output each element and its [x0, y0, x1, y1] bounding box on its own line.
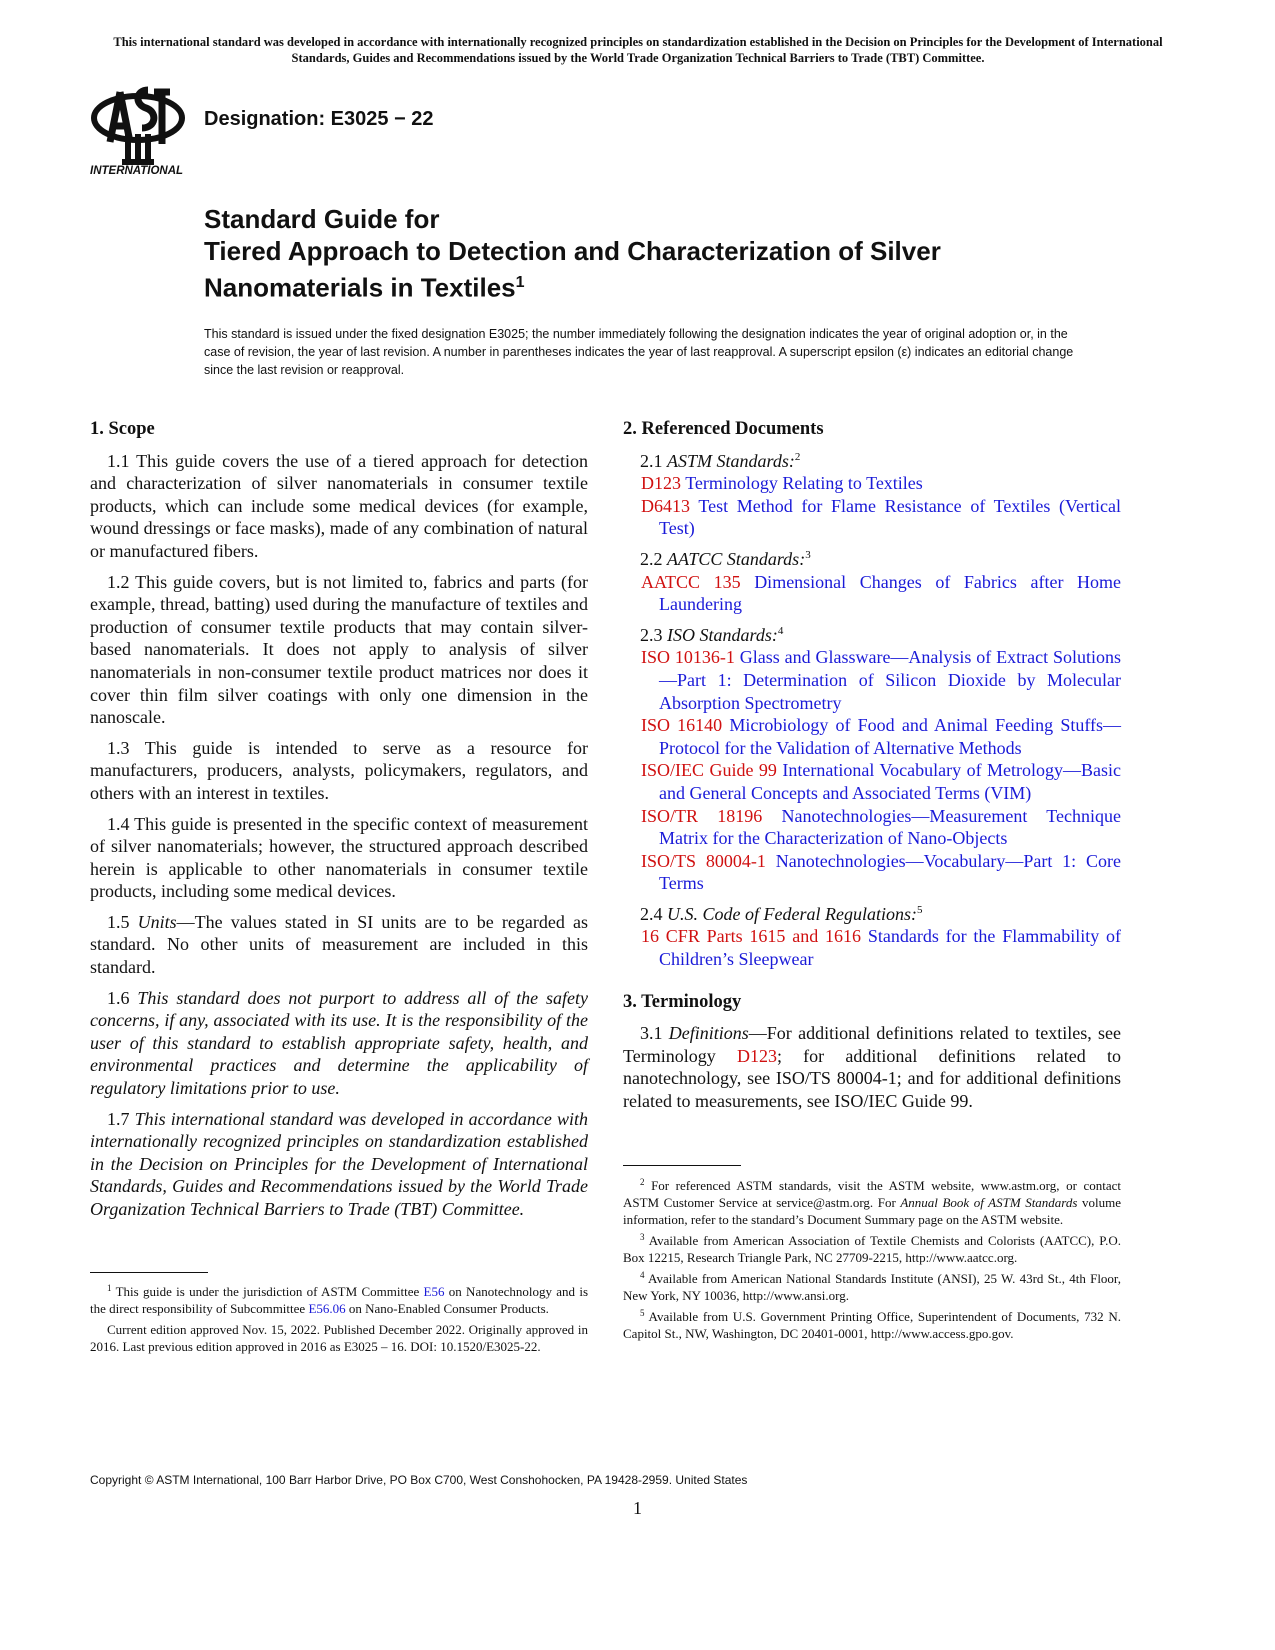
logo-text: INTERNATIONAL — [90, 165, 184, 176]
title-footnote-marker: 1 — [515, 274, 525, 291]
edition-note: Current edition approved Nov. 15, 2022. Published December 2022. Originally approved in 2016. Last previous edition approved in 2016 as E3025 – 16. DOI: 10.1520/E3025-22. — [90, 1322, 588, 1354]
referenced-documents-heading: 2. Referenced Documents — [623, 419, 824, 439]
ref-d6413[interactable]: D6413 Test Method for Flame Resistance of Textiles (Vertical Test) — [641, 495, 1121, 539]
left-column — [90, 418, 588, 1229]
e56-06-link[interactable]: E56.06 — [308, 1301, 346, 1316]
aatcc-standards-label: 2.2 AATCC Standards:$^3$ — [640, 548, 811, 569]
terminology-heading: 3. Terminology — [623, 991, 742, 1012]
scope-heading: 1. Scope — [90, 419, 155, 439]
right-column — [623, 418, 1121, 1121]
scope-1-5: 1.5 Units—The values stated in SI units are to be regarded as standard. No other units of measurement are included in this standard. — [90, 911, 589, 978]
iso-standards-label: 2.3 ISO Standards:$^4$ — [640, 624, 784, 645]
copyright-line: Copyright © ASTM International, 100 Barr Harbor Drive, PO Box C700, West Conshohocken, PA 19428-2959. United States — [90, 1473, 748, 1487]
page-number: 1 — [633, 1498, 642, 1518]
ref-iso-16140[interactable]: ISO 16140 Microbiology of Food and Animal Feeding Stuffs—Protocol for the Validation of Alternative Methods — [641, 715, 1121, 758]
title-line-2: Tiered Approach to Detection and Characterization of Silver — [204, 236, 941, 266]
scope-1-1: 1.1 This guide covers the use of a tiered approach for detection and characterization of silver nanomaterials in consumer textile products, which can include some medical devices (for example, wound dressings or face masks), made of any combination of natural or manufactured fibers. — [90, 450, 588, 561]
footnote-rule-right — [623, 1165, 741, 1166]
title-line-1: Standard Guide for — [204, 204, 440, 234]
footnote-rule-left — [90, 1272, 208, 1273]
ref-d123[interactable]: D123 Terminology Relating to Textiles — [641, 473, 923, 494]
ref-iso-iec-guide-99[interactable]: ISO/IEC Guide 99 International Vocabulary of Metrology—Basic and General Concepts and Associated Terms (VIM) — [641, 760, 1121, 803]
cfr-label: 2.4 U.S. Code of Federal Regulations:$^5$ — [640, 903, 923, 924]
scope-1-4: 1.4 This guide is presented in the specific context of measurement of silver nanomaterials; however, the structured approach described herein is applicable to other nanomaterials in consumer textile products, including some medical devices. — [90, 813, 588, 902]
scope-1-6: 1.6 This standard does not purport to address all of the safety concerns, if any, associated with its use. It is the responsibility of the user of this standard to establish appropriate safety, health, and environmental practices and determine the applicability of regulatory limitations prior to use. — [90, 987, 589, 1099]
tbt-banner: This international standard was developed in accordance with internationally recognized principles on standardization established in the Decision on Principles for the Development of International Standards, Guides and Recommendations issued by the World Trade Organization Technical Barriers to Trade (TBT) Committee. — [113, 35, 1163, 65]
footnote-2: $^2$ For referenced ASTM standards, visit the ASTM website, www.astm.org, or contact ASTM Customer Service at service@astm.org. For Annual Book of ASTM Standards volume information, refer to the standard’s Document Summary page on the ASTM website. — [623, 1177, 1121, 1227]
designation-notice: This standard is issued under the fixed designation E3025; the number immediately following the designation indicates the year of original adoption or, in the case of revision, the year of last revision. A number in parentheses indicates the year of last reapproval. A superscript epsilon (ε) indicates an editorial change since the last revision or reapproval. — [204, 327, 1074, 377]
ref-iso-ts-80004-1[interactable]: ISO/TS 80004-1 Nanotechnologies—Vocabulary—Part 1: Core Terms — [641, 850, 1122, 894]
footnote-3: $^3$ Available from American Association of Textile Chemists and Colorists (AATCC), P.O. Box 12215, Research Triangle Park, NC 27709-2215, http://www.aatcc.org. — [623, 1232, 1121, 1265]
scope-1-3: 1.3 This guide is intended to serve as a resource for manufacturers, producers, analysts, policymakers, regulators, and others with an interest in textiles. — [90, 737, 588, 803]
terminology-d123-link[interactable]: D123 — [736, 1045, 777, 1066]
e56-link[interactable]: E56 — [423, 1284, 445, 1299]
astm-standards-label: 2.1 ASTM Standards:$^2$ — [640, 450, 801, 471]
designation: Designation: E3025 − 22 — [204, 108, 434, 130]
ref-iso-10136-1[interactable]: ISO 10136-1 Glass and Glassware—Analysis of Extract Solutions—Part 1: Determination of Silicon Dioxide by Molecular Absorption Spectrometry — [641, 647, 1122, 713]
footnotes-right — [623, 1177, 1121, 1346]
document-title — [204, 203, 1104, 304]
ref-16-cfr[interactable]: 16 CFR Parts 1615 and 1616 Standards for the Flammability of Children’s Sleepwear — [641, 926, 1122, 970]
ref-iso-tr-18196[interactable]: ISO/TR 18196 Nanotechnologies—Measurement Technique Matrix for the Characterization of Nano-Objects — [641, 805, 1122, 849]
scope-1-7: 1.7 This international standard was developed in accordance with internationally recognized principles on standardization established in the Decision on Principles for the Development of International Standards, Guides and Recommendations issued by the World Trade Organization Technical Barriers to Trade (TBT) Committee. — [90, 1108, 588, 1219]
footnote-5: $^5$ Available from U.S. Government Printing Office, Superintendent of Documents, 732 N. Capitol St., NW, Washington, DC 20401-0001, http://www.access.gpo.gov. — [623, 1308, 1121, 1341]
terminology-3-1: 3.1 Definitions—For additional definitions related to textiles, see Terminology D123; for additional definitions related to nanotechnology, see ISO/TS 80004-1; and for additional definitions related to measurements, see ISO/IEC Guide 99. — [623, 1023, 1121, 1112]
footnote-4: $^4$ Available from American National Standards Institute (ANSI), 25 W. 43rd St., 4th Floor, New York, NY 10036, http://www.ansi.org. — [623, 1270, 1121, 1303]
title-line-3: Nanomaterials in Textiles$^1$ — [204, 272, 525, 303]
footnotes-left — [90, 1283, 588, 1359]
footnote-1: $^1$ This guide is under the jurisdiction of ASTM Committee E56 on Nanotechnology and is the direct responsibility of Subcommittee E56.06 on Nano-Enabled Consumer Products. — [90, 1283, 588, 1316]
scope-1-2: 1.2 This guide covers, but is not limited to, fabrics and parts (for example, thread, batting) used during the manufacture of textiles and production of consumer textile products that may contain silver-based nanomaterials. It does not apply to analysis of silver nanomaterials in non-consumer textile product matrices nor does it cover thin film silver coatings with only one dimension in the nanoscale. — [90, 571, 588, 728]
astm-logo — [90, 84, 196, 176]
ref-aatcc-135[interactable]: AATCC 135 Dimensional Changes of Fabrics after Home Laundering — [641, 571, 1122, 615]
